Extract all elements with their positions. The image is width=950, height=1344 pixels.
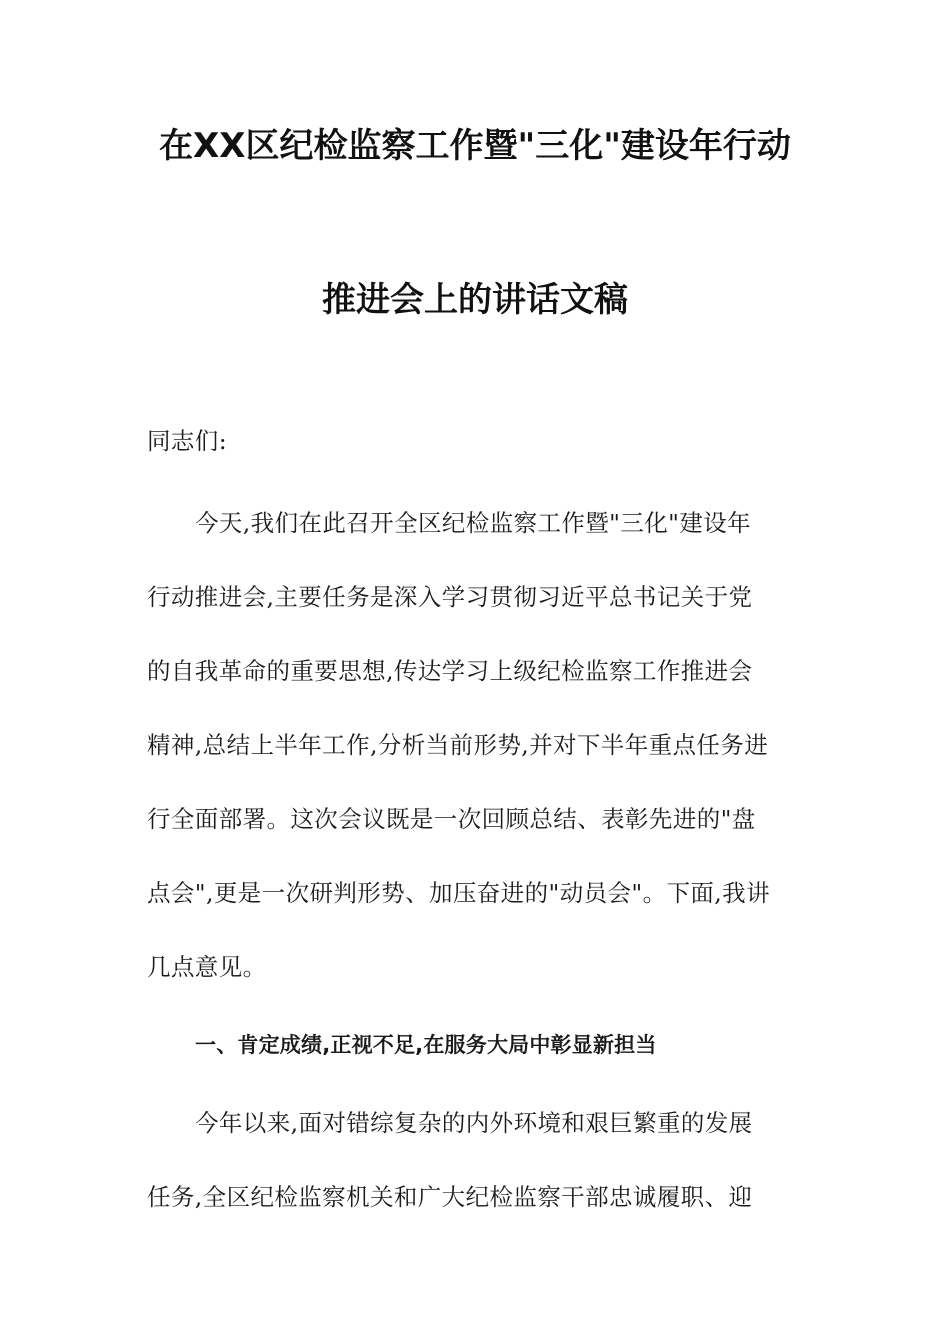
paragraph-1-line: 行全面部署。这次会议既是一次回顾总结、表彰先进的"盘 <box>147 805 756 833</box>
paragraph-1-line: 几点意见。 <box>147 953 267 981</box>
paragraph-1-line: 行动推进会,主要任务是深入学习贯彻习近平总书记关于党 <box>147 583 753 611</box>
salutation: 同志们: <box>147 427 228 455</box>
paragraph-1-line: 今天,我们在此召开全区纪检监察工作暨"三化"建设年 <box>195 509 752 537</box>
paragraph-1-line: 的自我革命的重要思想,传达学习上级纪检监察工作推进会 <box>147 657 753 685</box>
paragraph-1-line: 精神,总结上半年工作,分析当前形势,并对下半年重点任务进 <box>147 731 769 759</box>
document-title-line-1: 在XX区纪检监察工作暨"三化"建设年行动 <box>159 126 791 166</box>
paragraph-2-line: 任务,全区纪检监察机关和广大纪检监察干部忠诚履职、迎 <box>147 1183 753 1211</box>
paragraph-2-line: 今年以来,面对错综复杂的内外环境和艰巨繁重的发展 <box>195 1109 753 1137</box>
section-1-heading: 一、肯定成绩,正视不足,在服务大局中彰显新担当 <box>195 1033 657 1057</box>
paragraph-1-line: 点会",更是一次研判形势、加压奋进的"动员会"。下面,我讲 <box>147 879 770 907</box>
document-title-line-2: 推进会上的讲话文稿 <box>322 280 628 320</box>
